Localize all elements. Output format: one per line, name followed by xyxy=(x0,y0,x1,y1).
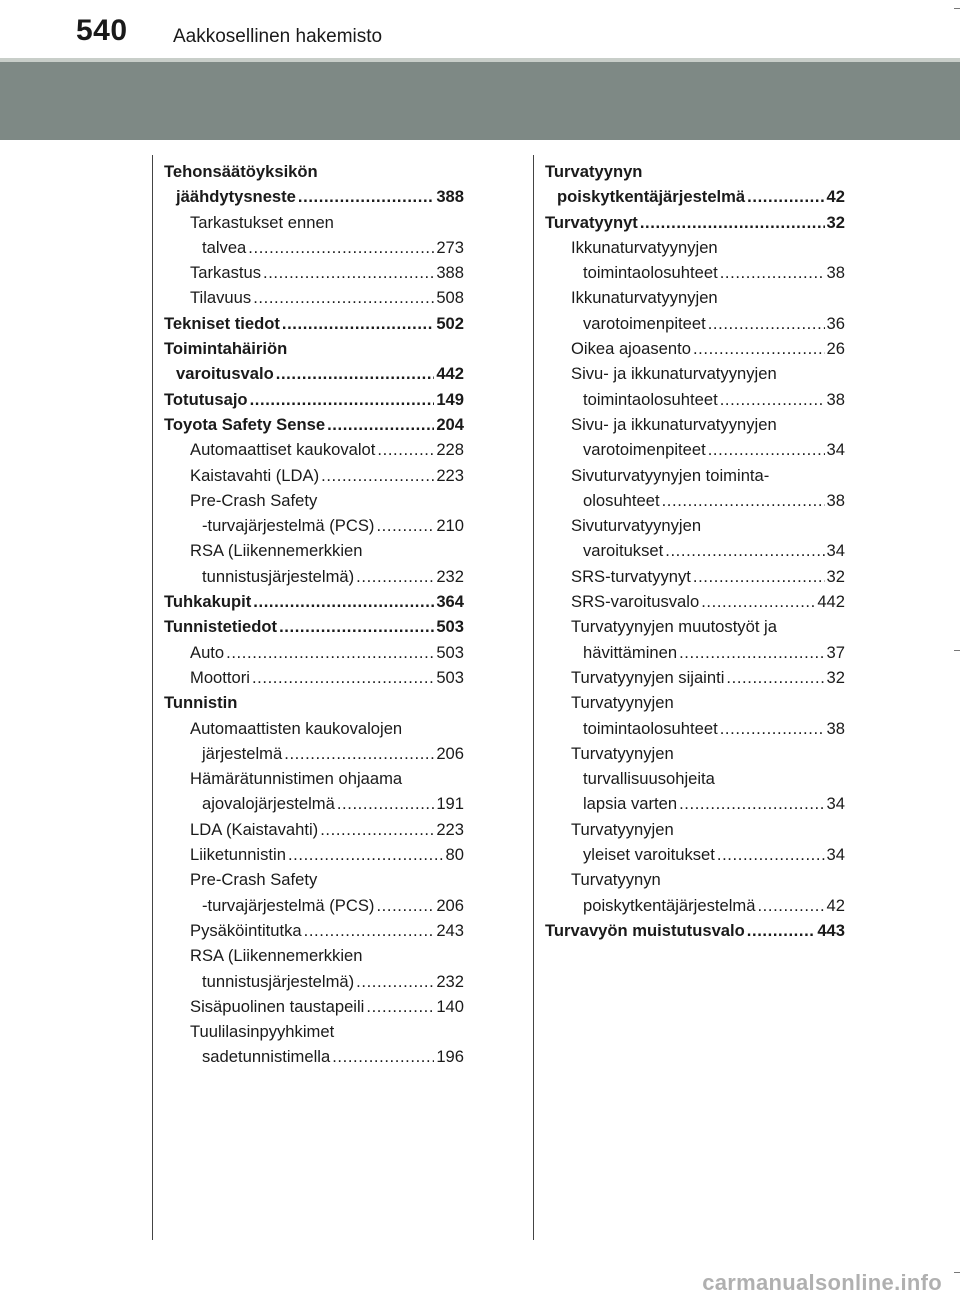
index-entry xyxy=(164,842,464,867)
index-entry xyxy=(545,614,845,639)
index-entry xyxy=(545,791,845,816)
leader-dots xyxy=(376,893,434,918)
index-entry xyxy=(545,538,845,563)
leader-dots xyxy=(356,564,434,589)
index-entry-label: Turvatyynyjen xyxy=(571,693,674,713)
leader-dots xyxy=(337,791,434,816)
index-entry xyxy=(164,994,464,1019)
index-entry xyxy=(545,387,845,412)
header-band xyxy=(0,62,960,140)
index-entry xyxy=(164,893,464,918)
leader-dots xyxy=(717,842,825,867)
index-entry xyxy=(545,184,845,209)
index-entry xyxy=(545,817,845,842)
index-entry-page: 38 xyxy=(826,389,845,409)
index-entry-label: Turvatyynyjen xyxy=(571,743,674,763)
index-entry-page: 503 xyxy=(436,617,464,637)
index-entry-page: 223 xyxy=(436,819,464,839)
leader-dots xyxy=(679,791,824,816)
index-entry-label: Turvavyön muistutusvalo xyxy=(545,920,745,940)
index-entry-page: 503 xyxy=(436,642,464,662)
index-entry xyxy=(545,437,845,462)
index-entry xyxy=(545,918,845,943)
index-entry-page: 388 xyxy=(436,263,464,283)
index-entry-label: Turvatyynyn xyxy=(571,870,661,890)
index-entry-label: varoitusvalo xyxy=(176,364,274,384)
index-entry-label: toimintaolosuhteet xyxy=(583,389,718,409)
index-entry-label: Tarkastukset ennen xyxy=(190,212,334,232)
index-entry-label: Sisäpuolinen taustapeili xyxy=(190,996,365,1016)
index-entry-label: turvallisuusohjeita xyxy=(583,769,715,789)
index-entry-page: 388 xyxy=(436,187,464,207)
leader-dots xyxy=(248,235,434,260)
page-number: 540 xyxy=(76,14,128,47)
leader-dots xyxy=(693,564,825,589)
crop-mark xyxy=(954,1272,960,1273)
leader-dots xyxy=(282,311,434,336)
leader-dots xyxy=(356,969,434,994)
index-entry-page: 42 xyxy=(826,187,845,207)
index-entry xyxy=(545,640,845,665)
index-entry-page: 191 xyxy=(436,794,464,814)
leader-dots xyxy=(640,210,825,235)
index-entry xyxy=(164,159,464,184)
index-entry xyxy=(545,741,845,766)
index-entry-label: RSA (Liikennemerkkien xyxy=(190,946,363,966)
index-entry xyxy=(164,969,464,994)
index-entry-label: hävittäminen xyxy=(583,642,678,662)
index-entry xyxy=(545,867,845,892)
index-entry-label: Hämärätunnistimen ohjaama xyxy=(190,769,403,789)
index-entry-label: Turvatyynyjen sijainti xyxy=(571,667,725,687)
index-entry-page: 206 xyxy=(436,895,464,915)
index-entry xyxy=(164,1019,464,1044)
index-entry xyxy=(164,412,464,437)
index-entry-label: Tehonsäätöyksikön xyxy=(164,162,318,181)
index-entry-label: varotoimenpiteet xyxy=(583,440,706,460)
index-entry-label: Toyota Safety Sense xyxy=(164,414,326,434)
index-entry xyxy=(164,716,464,741)
index-entry-label: RSA (Liikennemerkkien xyxy=(190,541,363,561)
index-entry xyxy=(545,665,845,690)
index-entry-page: 34 xyxy=(826,845,845,865)
index-entry-page: 232 xyxy=(436,971,464,991)
index-entry xyxy=(545,159,845,184)
index-entry-label: Tuhkakupit xyxy=(164,592,252,612)
index-entry-label: Automaattiset kaukovalot xyxy=(190,440,376,460)
index-entry-page: 223 xyxy=(436,465,464,485)
index-entry xyxy=(164,235,464,260)
index-entry-page: 32 xyxy=(826,667,845,687)
index-column-left xyxy=(164,159,464,1070)
index-entry-label: Tuulilasinpyyhkimet xyxy=(190,1022,335,1042)
leader-dots xyxy=(747,184,824,209)
index-entry xyxy=(545,463,845,488)
leader-dots xyxy=(332,1044,434,1069)
index-entry-page: 502 xyxy=(436,313,464,333)
index-entry-label: järjestelmä xyxy=(202,743,283,763)
leader-dots xyxy=(662,488,825,513)
index-entry-label: SRS-turvatyynyt xyxy=(571,566,691,586)
index-entry xyxy=(545,690,845,715)
index-entry xyxy=(545,235,845,260)
index-entry xyxy=(545,311,845,336)
leader-dots xyxy=(250,387,435,412)
index-entry-label: LDA (Kaistavahti) xyxy=(190,819,319,839)
leader-dots xyxy=(747,918,816,943)
leader-dots xyxy=(376,513,434,538)
index-entry-page: 38 xyxy=(826,263,845,283)
index-entry-page: 80 xyxy=(445,845,464,865)
leader-dots xyxy=(276,361,435,386)
index-entry xyxy=(545,564,845,589)
index-entry-label: ajovalojärjestelmä xyxy=(202,794,335,814)
index-entry-label: Turvatyynyjen muutostyöt ja xyxy=(571,617,777,637)
index-entry xyxy=(545,210,845,235)
index-entry-page: 273 xyxy=(436,237,464,257)
leader-dots xyxy=(327,412,434,437)
leader-dots xyxy=(701,589,815,614)
leader-dots xyxy=(665,538,824,563)
index-entry xyxy=(164,690,464,715)
index-entry-label: Sivuturvatyynyjen toiminta- xyxy=(571,465,770,485)
index-entry xyxy=(545,766,845,791)
index-entry-label: Sivuturvatyynyjen xyxy=(571,516,702,536)
index-entry-page: 32 xyxy=(826,212,845,232)
index-entry-label: Toimintahäiriön xyxy=(164,339,288,359)
index-entry xyxy=(545,488,845,513)
index-entry-page: 26 xyxy=(826,339,845,359)
index-entry-page: 443 xyxy=(817,920,845,940)
index-entry-page: 364 xyxy=(436,592,464,612)
index-entry-page: 228 xyxy=(436,440,464,460)
index-entry xyxy=(164,184,464,209)
index-entry xyxy=(164,311,464,336)
index-entry-label: toimintaolosuhteet xyxy=(583,263,718,283)
index-entry-label: tunnistusjärjestelmä) xyxy=(202,971,355,991)
index-entry xyxy=(545,842,845,867)
index-entry xyxy=(164,640,464,665)
index-entry-label: Turvatyynyn xyxy=(545,162,643,181)
index-entry xyxy=(164,791,464,816)
index-entry-page: 442 xyxy=(436,364,464,384)
index-entry-label: sadetunnistimella xyxy=(202,1047,331,1067)
index-entry-page: 42 xyxy=(826,895,845,915)
index-entry-label: -turvajärjestelmä (PCS) xyxy=(202,895,375,915)
leader-dots xyxy=(253,285,434,310)
index-entry-label: Auto xyxy=(190,642,225,662)
index-entry xyxy=(164,361,464,386)
index-entry xyxy=(164,766,464,791)
leader-dots xyxy=(693,336,825,361)
index-entry-page: 38 xyxy=(826,490,845,510)
index-entry xyxy=(164,437,464,462)
crop-mark xyxy=(954,8,960,9)
index-entry-label: talvea xyxy=(202,237,247,257)
index-entry xyxy=(545,513,845,538)
index-entry-label: Tunnistetiedot xyxy=(164,617,278,637)
index-entry xyxy=(164,538,464,563)
leader-dots xyxy=(279,614,434,639)
index-entry-label: yleiset varoitukset xyxy=(583,845,715,865)
index-entry xyxy=(164,463,464,488)
leader-dots xyxy=(304,918,435,943)
index-entry-label: -turvajärjestelmä (PCS) xyxy=(202,516,375,536)
index-entry-page: 149 xyxy=(436,389,464,409)
crop-mark xyxy=(954,650,960,651)
leader-dots xyxy=(321,463,434,488)
index-entry xyxy=(164,513,464,538)
index-entry-label: SRS-varoitusvalo xyxy=(571,592,700,612)
index-entry-label: olosuhteet xyxy=(583,490,660,510)
leader-dots xyxy=(726,665,824,690)
index-entry-page: 34 xyxy=(826,541,845,561)
leader-dots xyxy=(679,640,824,665)
index-entry-page: 196 xyxy=(436,1047,464,1067)
index-entry-page: 34 xyxy=(826,794,845,814)
index-entry-label: poiskytkentäjärjestelmä xyxy=(583,895,756,915)
index-entry-label: Totutusajo xyxy=(164,389,248,409)
index-entry-page: 206 xyxy=(436,743,464,763)
index-entry-label: Tarkastus xyxy=(190,263,262,283)
index-entry xyxy=(164,260,464,285)
index-entry-label: toimintaolosuhteet xyxy=(583,718,718,738)
index-entry-page: 232 xyxy=(436,566,464,586)
column-divider-left xyxy=(152,155,153,1240)
index-entry xyxy=(545,716,845,741)
leader-dots xyxy=(757,893,824,918)
index-entry-label: varotoimenpiteet xyxy=(583,313,706,333)
index-entry-label: Turvatyynyt xyxy=(545,212,638,232)
leader-dots xyxy=(720,260,825,285)
index-entry-label: Sivu- ja ikkunaturvatyynyjen xyxy=(571,364,777,384)
index-entry xyxy=(164,665,464,690)
index-entry xyxy=(545,412,845,437)
index-entry-label: Tekniset tiedot xyxy=(164,313,280,333)
index-column-right xyxy=(545,159,845,943)
index-entry xyxy=(545,893,845,918)
index-entry-label: Ikkunaturvatyynyjen xyxy=(571,237,718,257)
index-entry-label: Kaistavahti (LDA) xyxy=(190,465,320,485)
leader-dots xyxy=(366,994,434,1019)
page-title: Aakkosellinen hakemisto xyxy=(173,26,383,47)
index-entry xyxy=(164,918,464,943)
index-entry xyxy=(164,817,464,842)
index-entry xyxy=(164,1044,464,1069)
index-entry-label: Automaattisten kaukovalojen xyxy=(190,718,403,738)
leader-dots xyxy=(288,842,444,867)
index-entry-page: 140 xyxy=(436,996,464,1016)
index-entry-page: 36 xyxy=(826,313,845,333)
index-entry-label: Tilavuus xyxy=(190,288,252,308)
leader-dots xyxy=(252,665,434,690)
index-entry xyxy=(545,361,845,386)
index-entry-page: 34 xyxy=(826,440,845,460)
index-entry-page: 210 xyxy=(436,516,464,536)
index-entry xyxy=(164,336,464,361)
page-header xyxy=(0,0,960,60)
index-entry-label: Moottori xyxy=(190,667,250,687)
index-entry-page: 204 xyxy=(436,414,464,434)
index-entry-page: 38 xyxy=(826,718,845,738)
index-entry xyxy=(164,285,464,310)
index-entry xyxy=(164,614,464,639)
index-entry-page: 243 xyxy=(436,920,464,940)
index-entry-page: 503 xyxy=(436,667,464,687)
index-entry xyxy=(545,285,845,310)
index-entry-label: tunnistusjärjestelmä) xyxy=(202,566,355,586)
index-entry-label: jäähdytysneste xyxy=(176,187,296,207)
index-entry-label: poiskytkentäjärjestelmä xyxy=(557,187,746,207)
leader-dots xyxy=(253,589,434,614)
index-entry xyxy=(545,260,845,285)
index-entry-page: 32 xyxy=(826,566,845,586)
index-entry xyxy=(164,741,464,766)
index-entry-label: Pre-Crash Safety xyxy=(190,870,318,890)
leader-dots xyxy=(284,741,434,766)
index-entry-label: Turvatyynyjen xyxy=(571,819,674,839)
watermark: carmanualsonline.info xyxy=(702,1270,942,1295)
leader-dots xyxy=(720,716,825,741)
index-entry xyxy=(164,564,464,589)
leader-dots xyxy=(708,437,825,462)
index-entry-label: Liiketunnistin xyxy=(190,845,286,865)
index-entry xyxy=(545,336,845,361)
leader-dots xyxy=(320,817,434,842)
index-entry-label: Oikea ajoasento xyxy=(571,339,691,359)
index-entry-label: lapsia varten xyxy=(583,794,678,814)
index-entry-page: 508 xyxy=(436,288,464,308)
index-entry xyxy=(164,589,464,614)
leader-dots xyxy=(720,387,825,412)
index-entry xyxy=(164,488,464,513)
index-entry xyxy=(164,210,464,235)
index-entry-page: 37 xyxy=(826,642,845,662)
leader-dots xyxy=(708,311,825,336)
index-entry xyxy=(164,867,464,892)
leader-dots xyxy=(298,184,434,209)
leader-dots xyxy=(263,260,434,285)
index-entry-label: Sivu- ja ikkunaturvatyynyjen xyxy=(571,414,777,434)
index-entry xyxy=(545,589,845,614)
index-entry-label: Ikkunaturvatyynyjen xyxy=(571,288,718,308)
index-entry xyxy=(164,387,464,412)
column-divider-right xyxy=(533,155,534,1240)
leader-dots xyxy=(377,437,434,462)
index-entry-page: 442 xyxy=(817,592,845,612)
leader-dots xyxy=(226,640,434,665)
index-entry-label: Tunnistin xyxy=(164,693,238,713)
index-entry-label: Pysäköintitutka xyxy=(190,920,302,940)
index-entry-label: Pre-Crash Safety xyxy=(190,490,318,510)
index-entry-label: varoitukset xyxy=(583,541,664,561)
index-entry xyxy=(164,943,464,968)
